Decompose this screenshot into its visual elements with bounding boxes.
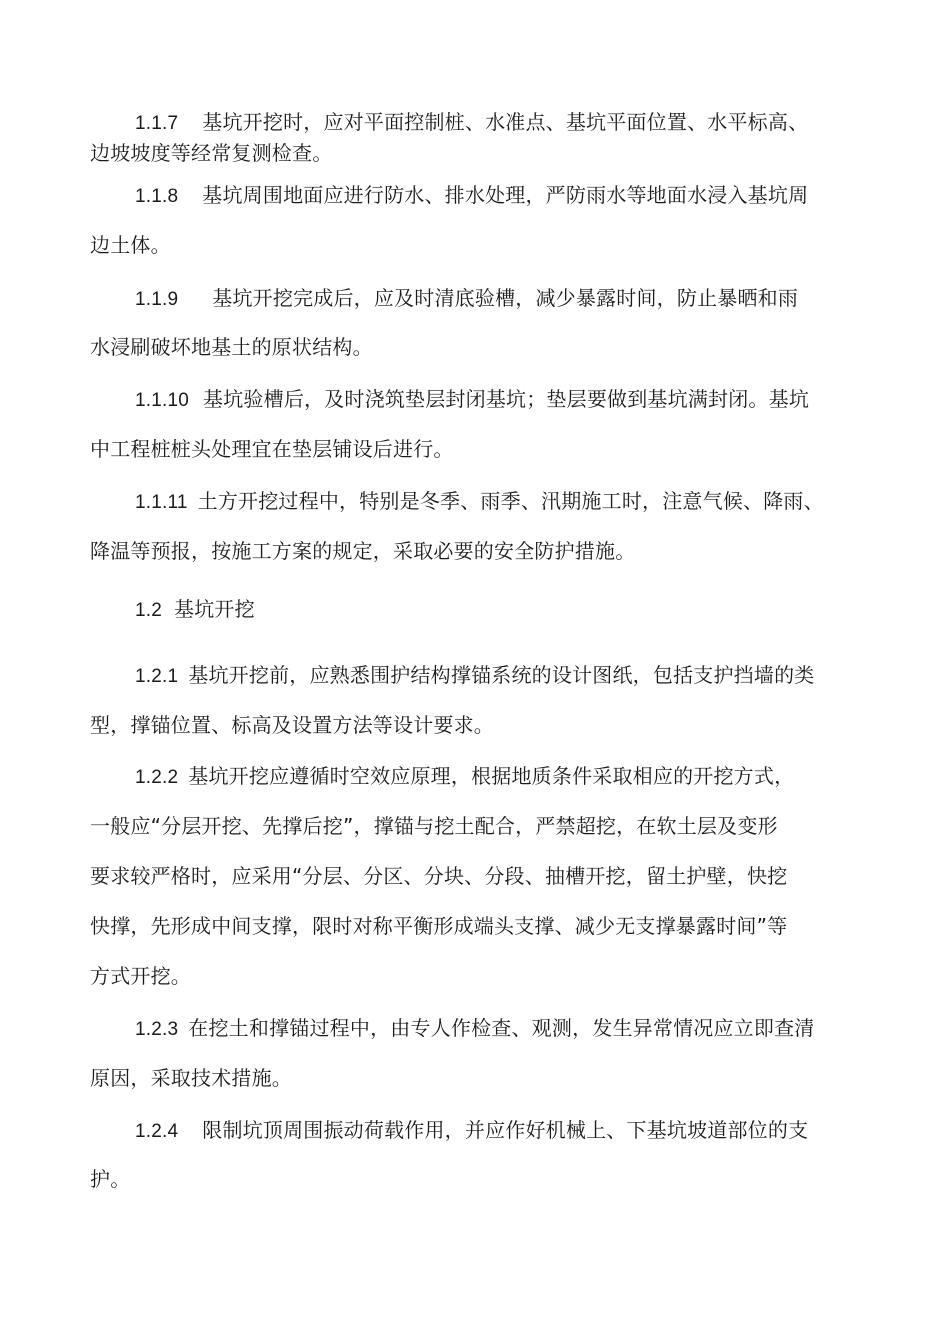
- section-number: 1.1.9: [135, 289, 179, 310]
- paragraph-1-2-2-line-2: 一般应“分层开挖、先撑后挖”，撑锚与挖土配合，严禁超挖，在软土层及变形: [90, 814, 778, 838]
- paragraph-1-1-7-line-1: [135, 109, 808, 137]
- paragraph-text: 基坑开挖应遵循时空效应原理，根据地质条件采取相应的开挖方式，: [188, 764, 795, 788]
- paragraph-1-1-7-line-2: 边坡坡度等经常复测检查。: [90, 141, 333, 165]
- section-number: 1.1.8: [135, 186, 179, 207]
- paragraph-1-1-11-line-2: 降温等预报，按施工方案的规定，采取必要的安全防护措施。: [90, 539, 636, 563]
- paragraph-1-2-2-line-3: 要求较严格时，应采用“分层、分区、分块、分段、抽槽开挖，留土护壁，快挖: [90, 864, 788, 888]
- paragraph-text: 基坑开挖时，应对平面控制桩、水准点、基坑平面位置、水平标高、: [202, 110, 809, 134]
- section-number: 1.2.3: [135, 1019, 179, 1040]
- paragraph-1-1-8-line-2: 边土体。: [90, 233, 171, 257]
- section-number: 1.1.7: [135, 113, 179, 134]
- section-number: 1.1.11: [135, 492, 188, 513]
- paragraph-1-1-10-line-2: 中工程桩桩头处理宜在垫层铺设后进行。: [90, 437, 454, 461]
- section-number: 1.2.1: [135, 666, 179, 687]
- section-title: 基坑开挖: [174, 597, 255, 621]
- paragraph-text: 基坑周围地面应进行防水、排水处理，严防雨水等地面水浸入基坑周: [202, 183, 809, 207]
- paragraph-1-2-2-line-4: 快撑，先形成中间支撑，限时对称平衡形成端头支撑、减少无支撑暴露时间”等: [90, 914, 788, 938]
- paragraph-text: 基坑开挖前，应熟悉围护结构撑锚系统的设计图纸，包括支护挡墙的类: [188, 663, 815, 687]
- paragraph-1-2-1-line-1: [135, 662, 814, 690]
- paragraph-1-2-4-line-1: [135, 1117, 808, 1145]
- paragraph-1-2-2-line-5: 方式开挖。: [90, 964, 191, 988]
- paragraph-1-2-1-line-2: 型，撑锚位置、标高及设置方法等设计要求。: [90, 713, 494, 737]
- paragraph-1-1-10-line-1: [135, 386, 809, 414]
- paragraph-1-1-9-line-1: [135, 285, 798, 313]
- paragraph-text: 基坑开挖完成后，应及时清底验槽，减少暴露时间，防止暴晒和雨: [212, 286, 799, 310]
- paragraph-1-2-3-line-2: 原因，采取技术措施。: [90, 1066, 292, 1090]
- paragraph-text: 土方开挖过程中，特别是冬季、雨季、汛期施工时，注意气候、降雨、: [197, 489, 824, 513]
- paragraph-text: 在挖土和撑锚过程中，由专人作检查、观测，发生异常情况应立即查清: [188, 1016, 815, 1040]
- paragraph-text: 限制坑顶周围振动荷载作用，并应作好机械上、下基坑坡道部位的支: [202, 1118, 809, 1142]
- paragraph-1-1-9-line-2: 水浸刷破坏地基土的原状结构。: [90, 335, 373, 359]
- paragraph-1-1-8-line-1: [135, 182, 808, 210]
- paragraph-1-2-4-line-2: 护。: [90, 1167, 131, 1191]
- paragraph-1-1-11-line-1: [135, 488, 824, 516]
- section-number: 1.2.4: [135, 1121, 179, 1142]
- section-number: 1.2.2: [135, 767, 179, 788]
- section-heading-1-2: [135, 596, 255, 624]
- paragraph-1-2-2-line-1: [135, 763, 794, 791]
- section-number: 1.1.10: [135, 390, 190, 411]
- section-number: 1.2: [135, 600, 163, 621]
- paragraph-text: 基坑验槽后，及时浇筑垫层封闭基坑；垫层要做到基坑满封闭。基坑: [203, 387, 810, 411]
- paragraph-1-2-3-line-1: [135, 1015, 814, 1043]
